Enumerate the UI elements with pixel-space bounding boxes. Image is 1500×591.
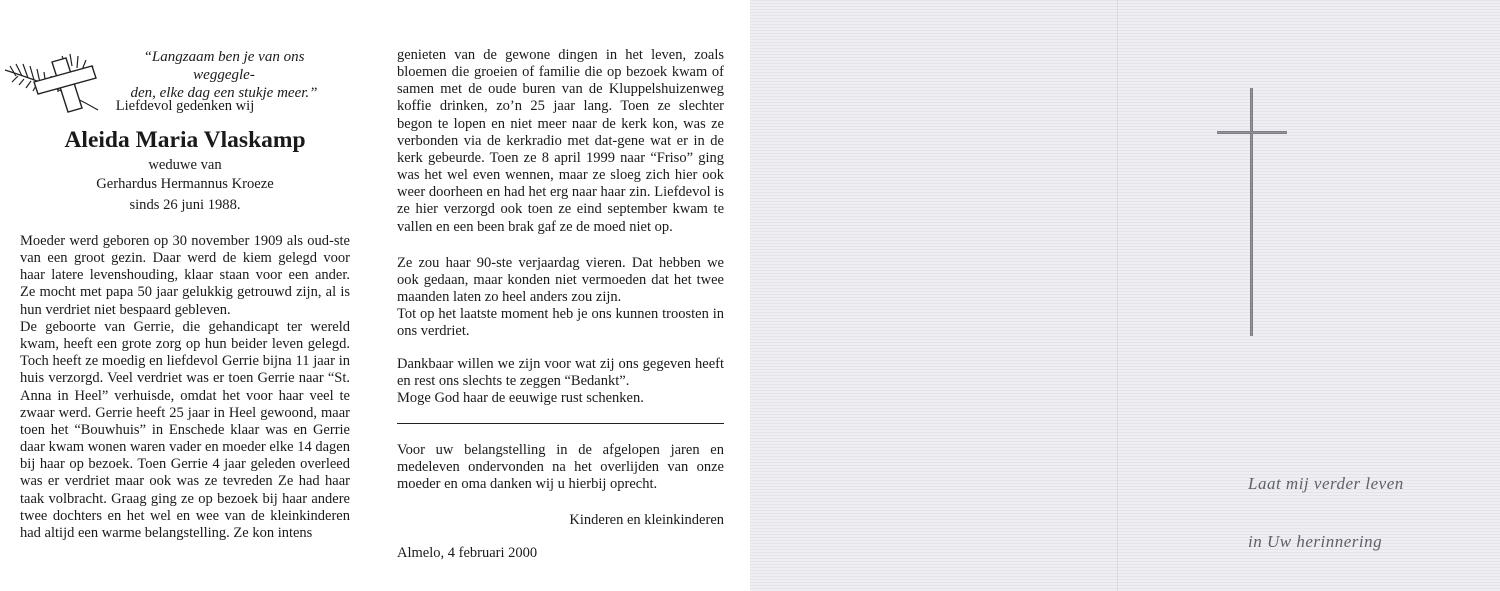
cross-bar	[1217, 131, 1287, 134]
spouse-name: Gerhardus Hermannus Kroeze	[96, 176, 274, 192]
cross-icon	[1250, 88, 1253, 336]
biography-paragraph-2: De geboorte van Gerrie, die gehandicapt ter wereld kwam, heeft een grote zorg op hun beider leven gelegd. Toch heeft ze moedig en liefdevol Gerrie bijna 11 jaar in huis verzorgd. Veel verdriet was er toen Gerrie naar “St. Anna in Heel” verhuisde, omdat het voor haar veel te zwaar werd. Gerrie heeft 25 jaar in Heel gewoond, maar toen het “Bouwhuis” in Enschede klaar was en Gerrie daar kwam wonen waren vader en moeder elke 14 dagen bij haar op bezoek. Toen Gerrie 4 jaar geleden overleed was er verdriet maar ook was ze tevreden Ze had haar taak volbracht. Graag ging ze op bezoek bij haar andere twee dochters en het wel en wee van de kleinkinderen had altijd een warme belangstelling. Ze kon intens	[20, 319, 350, 541]
cover-verse-line-2: in Uw herinnering	[1248, 532, 1383, 551]
quote-line-2: den, elke dag een stukje meer.”	[130, 85, 318, 101]
fold-line	[1117, 0, 1118, 591]
prayer-text: Moge God haar de eeuwige rust schenken.	[397, 390, 644, 406]
biography-paragraph-5: Tot op het laatste moment heb je ons kunnen troosten in ons verdriet.	[397, 306, 724, 340]
thanks-text: Voor uw belangstelling in de afgelopen jaren en medeleven ondervonden na het overlijden van onze moeder en oma danken wij u hierbij oprecht.	[397, 442, 724, 493]
biography-paragraph-4: Ze zou haar 90-ste verjaardag vieren. Dat hebben we ook gedaan, maar konden niet vermoeden dat het twee maanden laten zo heel anders zou zijn.	[397, 255, 724, 306]
since-date: sinds 26 juni 1988.	[129, 197, 241, 213]
memorial-quote	[118, 48, 330, 102]
cover-verse-line-1: Laat mij verder leven	[1248, 474, 1404, 493]
biography-paragraph-1: Moeder werd geboren op 30 november 1909 als oud-ste van een groot gezin. Daar werd de kiem gelegd voor haar latere levenshouding, klaar staan voor een ander. Ze mocht met papa 50 jaar gelukkig getrouwd zijn, al is hun verdriet niet bespaard gebleven.	[20, 233, 350, 318]
place-date: Almelo, 4 februari 2000	[397, 545, 538, 561]
gratitude-text: Dankbaar willen we zijn voor wat zij ons gegeven heeft en rest ons slechts te zeggen “Bedankt”.	[397, 356, 724, 390]
biography-paragraph-3: genieten van de gewone dingen in het leven, zoals bloemen die groeien of familie die op bezoek kwam of samen met de oude buren van de Kluppelshuizenweg koffie drinken, zo’n 25 jaar lang. Toen ze slechter begon te lopen en niet meer naar de kerk kon, was ze verbonden via de kerkradio met dat-gene wat er in de kerk gebeurde. Toen ze 8 april 1999 naar “Friso” ging was het wel even wennen, maar ze sloeg zich hier ook weer doorheen en had het erg naar haar zin. Liefdevol is ze hier verzorgd ook toen ze eind september kwam te vallen en een been brak gaf ze de moed niet op.	[397, 47, 724, 235]
card-cover	[750, 0, 1500, 591]
widow-of-text: weduwe van	[148, 157, 222, 173]
divider	[397, 423, 724, 424]
signature: Kinderen en kleinkinderen	[569, 512, 724, 528]
quote-line-1: “Langzaam ben je van ons weggegle-	[143, 49, 305, 83]
intro-text: Liefdevol gedenken wij	[115, 98, 255, 114]
deceased-name: Aleida Maria Vlaskamp	[64, 127, 306, 153]
